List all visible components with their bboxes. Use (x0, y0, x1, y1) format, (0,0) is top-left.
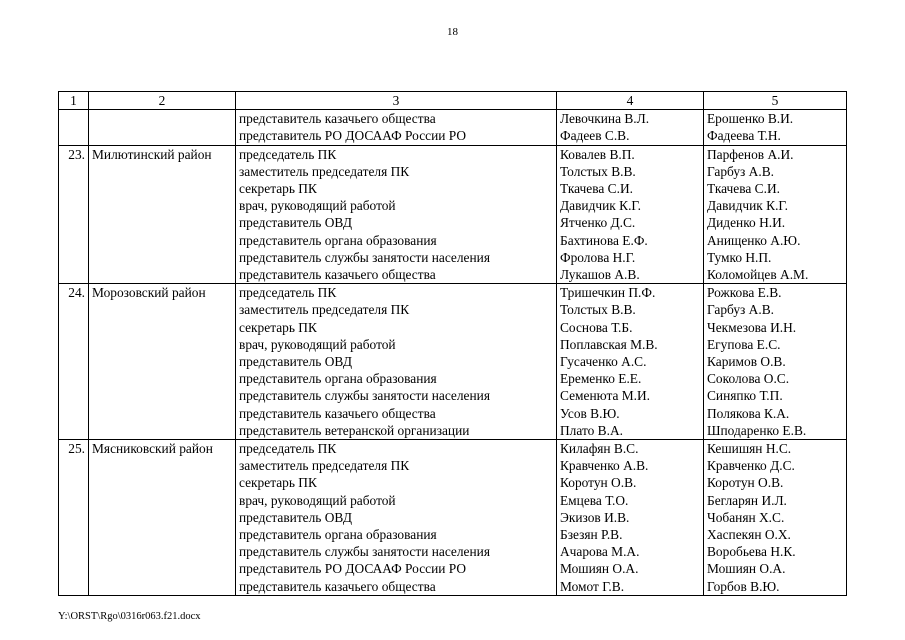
position-cell (236, 145, 557, 284)
reserve-member-name: Коротун О.В. (707, 475, 784, 491)
column-header: 2 (89, 92, 236, 110)
member-name: Толстых В.В. (560, 302, 636, 318)
reserve-member-name: Хаспекян О.Х. (707, 527, 791, 543)
member-name: Соснова Т.Б. (560, 319, 633, 335)
member-name: Момот Г.В. (560, 578, 625, 594)
reserve-member-name: Соколова О.С. (707, 371, 790, 387)
position: секретарь ПК (239, 475, 317, 491)
reserve-member-name-cell (704, 284, 847, 440)
position: представитель органа образования (239, 371, 437, 387)
position: представитель органа образования (239, 232, 437, 248)
position: представитель службы занятости населения (239, 249, 490, 265)
reserve-member-name: Коломойцев А.М. (707, 267, 809, 283)
position: представитель казачьего общества (239, 111, 436, 127)
member-name: Бзезян Р.В. (560, 527, 623, 543)
position-cell (236, 284, 557, 440)
member-name: Ткачева С.И. (560, 181, 633, 197)
reserve-member-name-cell (704, 440, 847, 596)
table-body (59, 110, 847, 596)
reserve-member-name: Рожкова Е.В. (707, 285, 782, 301)
position: представитель органа образования (239, 527, 437, 543)
district-row (59, 110, 847, 145)
member-name: Фролова Н.Г. (560, 249, 636, 265)
reserve-member-name: Горбов В.Ю. (707, 578, 780, 594)
district-name (89, 110, 236, 145)
position: представитель ОВД (239, 354, 352, 370)
district-row (59, 284, 847, 440)
member-name: Семенюта М.И. (560, 388, 651, 404)
reserve-member-name: Кравченко Д.С. (707, 458, 795, 474)
reserve-member-name: Бегларян И.Л. (707, 492, 787, 508)
member-name: Кравченко А.В. (560, 458, 649, 474)
member-name: Усов В.Ю. (560, 405, 620, 421)
reserve-member-name: Чекмезова И.Н. (707, 319, 797, 335)
position: председатель ПК (239, 146, 337, 162)
reserve-member-name-cell (704, 110, 847, 145)
member-name: Бахтинова Е.Ф. (560, 232, 648, 248)
district-number: 23. (59, 145, 89, 284)
reserve-member-name: Мошиян О.А. (707, 561, 786, 577)
member-name-cell (557, 440, 704, 596)
position: врач, руководящий работой (239, 198, 396, 214)
district-row (59, 145, 847, 284)
position: секретарь ПК (239, 319, 317, 335)
member-name: Плато В.А. (560, 422, 623, 438)
member-name: Левочкина В.Л. (560, 111, 650, 127)
reserve-member-name: Гарбуз А.В. (707, 302, 774, 318)
position: представитель ОВД (239, 509, 352, 525)
reserve-member-name: Анищенко А.Ю. (707, 232, 801, 248)
member-name: Ятченко Д.С. (560, 215, 636, 231)
member-name: Ковалев В.П. (560, 146, 635, 162)
footer-file-path: Y:\ORST\Rgo\0316r063.f21.docx (58, 611, 201, 622)
page-number: 18 (447, 26, 458, 38)
column-header: 1 (59, 92, 89, 110)
reserve-member-name: Каримов О.В. (707, 354, 786, 370)
member-name-cell (557, 145, 704, 284)
position: заместитель председателя ПК (239, 458, 410, 474)
member-name: Фадеев С.В. (560, 128, 630, 144)
reserve-member-name: Ткачева С.И. (707, 181, 780, 197)
position: секретарь ПК (239, 181, 317, 197)
reserve-member-name: Синяпко Т.П. (707, 388, 783, 404)
reserve-member-name: Шподаренко Е.В. (707, 422, 807, 438)
column-header: 4 (557, 92, 704, 110)
reserve-member-name: Воробьева Н.К. (707, 544, 796, 560)
position: представитель РО ДОСААФ России РО (239, 561, 467, 577)
column-header: 3 (236, 92, 557, 110)
member-name-cell (557, 284, 704, 440)
district-number: 24. (59, 284, 89, 440)
member-name: Давидчик К.Г. (560, 198, 641, 214)
member-name: Толстых В.В. (560, 163, 636, 179)
member-name: Поплавская М.В. (560, 336, 658, 352)
member-name: Ачарова М.А. (560, 544, 640, 560)
district-name: Морозовский район (89, 284, 236, 440)
member-name: Экизов И.В. (560, 509, 630, 525)
reserve-member-name: Диденко Н.И. (707, 215, 786, 231)
position: председатель ПК (239, 285, 337, 301)
district-number: 25. (59, 440, 89, 596)
district-name: Мясниковский район (89, 440, 236, 596)
member-name: Мошиян О.А. (560, 561, 639, 577)
reserve-member-name: Чобанян Х.С. (707, 509, 785, 525)
position: представитель казачьего общества (239, 267, 436, 283)
district-row (59, 440, 847, 596)
reserve-member-name: Фадеева Т.Н. (707, 128, 781, 144)
position: врач, руководящий работой (239, 492, 396, 508)
member-name: Лукашов А.В. (560, 267, 640, 283)
column-header: 5 (704, 92, 847, 110)
position-cell (236, 110, 557, 145)
position: заместитель председателя ПК (239, 163, 410, 179)
position: представитель ветеранской организации (239, 422, 470, 438)
position: представитель казачьего общества (239, 578, 436, 594)
reserve-member-name: Парфенов А.И. (707, 146, 794, 162)
position: врач, руководящий работой (239, 336, 396, 352)
district-number (59, 110, 89, 145)
reserve-member-name: Гарбуз А.В. (707, 163, 774, 179)
reserve-member-name-cell (704, 145, 847, 284)
member-name: Гусаченко А.С. (560, 354, 647, 370)
position: представитель службы занятости населения (239, 388, 490, 404)
reserve-member-name: Егупова Е.С. (707, 336, 781, 352)
position: представитель казачьего общества (239, 405, 436, 421)
table-header-row (59, 92, 847, 110)
position: представитель службы занятости населения (239, 544, 490, 560)
reserve-member-name: Полякова К.А. (707, 405, 790, 421)
member-name: Килафян В.С. (560, 441, 639, 457)
position: заместитель председателя ПК (239, 302, 410, 318)
member-name: Емцева Т.О. (560, 492, 629, 508)
position: представитель ОВД (239, 215, 352, 231)
position-cell (236, 440, 557, 596)
member-name: Тришечкин П.Ф. (560, 285, 656, 301)
reserve-member-name: Давидчик К.Г. (707, 198, 788, 214)
commission-table (58, 91, 847, 596)
reserve-member-name: Ерошенко В.И. (707, 111, 794, 127)
member-name: Еременко Е.Е. (560, 371, 642, 387)
member-name: Коротун О.В. (560, 475, 637, 491)
reserve-member-name: Тумко Н.П. (707, 249, 772, 265)
position: представитель РО ДОСААФ России РО (239, 128, 467, 144)
position: председатель ПК (239, 441, 337, 457)
reserve-member-name: Кешишян Н.С. (707, 441, 792, 457)
district-name: Милютинский район (89, 145, 236, 284)
member-name-cell (557, 110, 704, 145)
